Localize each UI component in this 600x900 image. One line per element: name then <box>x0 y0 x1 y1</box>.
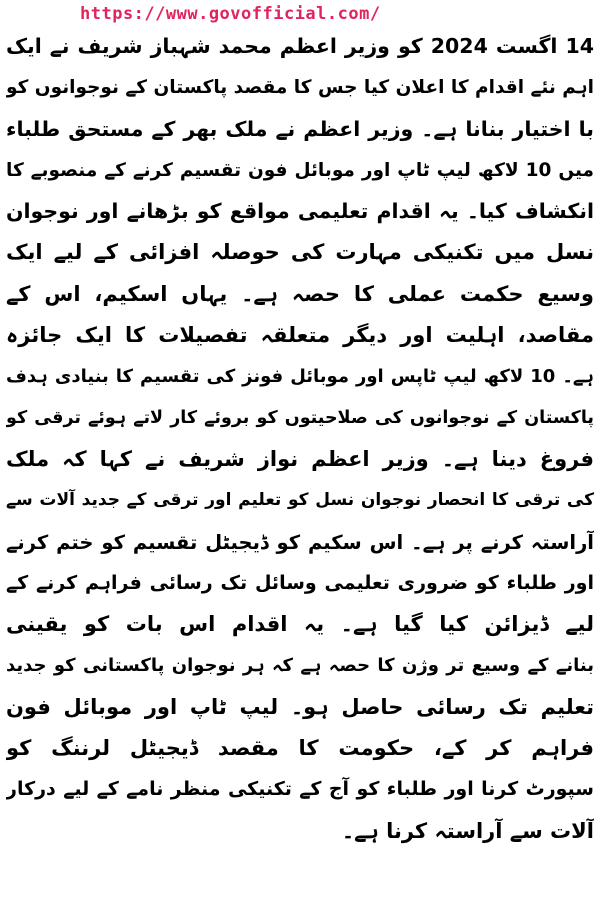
article-line: 14 اگست 2024 کو وزیر اعظم محمد شہباز شریف نے ایک <box>6 34 594 58</box>
article-line: تعلیم تک رسائی حاصل ہو۔ لیپ ٹاپ اور موبائل فون <box>6 694 594 719</box>
article-line: مقاصد، اہلیت اور دیگر متعلقہ تفصیلات کا ایک جائزہ <box>6 323 594 348</box>
article-line: اور طلباء کو ضروری تعلیمی وسائل تک رسائی فراہم کرنے کے <box>6 571 594 594</box>
article-line: بنانے کے وسیع تر وژن کا حصہ ہے کہ ہر نوجوان پاکستانی کو جدید <box>6 655 594 677</box>
watermark-url: https://www.govofficial.com/ <box>80 4 381 24</box>
article-line: اہم نئے اقدام کا اعلان کیا جس کا مقصد پاکستان کے نوجوانوں کو <box>6 77 594 99</box>
article-line: فروغ دینا ہے۔ وزیر اعظم نواز شریف نے کہا کہ ملک <box>6 446 594 471</box>
article-line: وسیع حکمت عملی کا حصہ ہے۔ یہاں اسکیم، اس کے <box>6 281 594 306</box>
article-line: انکشاف کیا۔ یہ اقدام تعلیمی مواقع کو بڑھانے اور نوجوان <box>6 199 594 224</box>
article-line: نسل میں تکنیکی مہارت کی حوصلہ افزائی کے لیے ایک <box>6 240 594 265</box>
article-line: با اختیار بنانا ہے۔ وزیر اعظم نے ملک بھر کے مستحق طلباء <box>6 116 594 141</box>
article-line: ہے۔ 10 لاکھ لیپ ٹاپس اور موبائل فونز کی تقسیم کا بنیادی ہدف <box>6 366 594 388</box>
article-body <box>6 26 594 896</box>
article-line: پاکستان کے نوجوانوں کی صلاحیتوں کو بروئے کار لاتے ہوئے ترقی کو <box>6 407 594 428</box>
article-line: کی ترقی کا انحصار نوجوان نسل کو تعلیم اور ترقی کے جدید آلات سے <box>6 490 594 511</box>
article-line: لیے ڈیزائن کیا گیا ہے۔ یہ اقدام اس بات کو یقینی <box>6 612 594 637</box>
article-line: فراہم کر کے، حکومت کا مقصد ڈیجیٹل لرننگ کو <box>6 736 594 761</box>
article-line: میں 10 لاکھ لیپ ٹاپ اور موبائل فون تقسیم کرنے کے منصوبے کا <box>6 159 594 181</box>
article-line: آلات سے آراستہ کرنا ہے۔ <box>341 818 594 843</box>
article-line: سپورٹ کرنا اور طلباء کو آج کے تکنیکی منظر نامے کے لیے درکار <box>6 778 594 801</box>
article-line: آراستہ کرنے پر ہے۔ اس سکیم کو ڈیجیٹل تقسیم کو ختم کرنے <box>6 530 594 554</box>
